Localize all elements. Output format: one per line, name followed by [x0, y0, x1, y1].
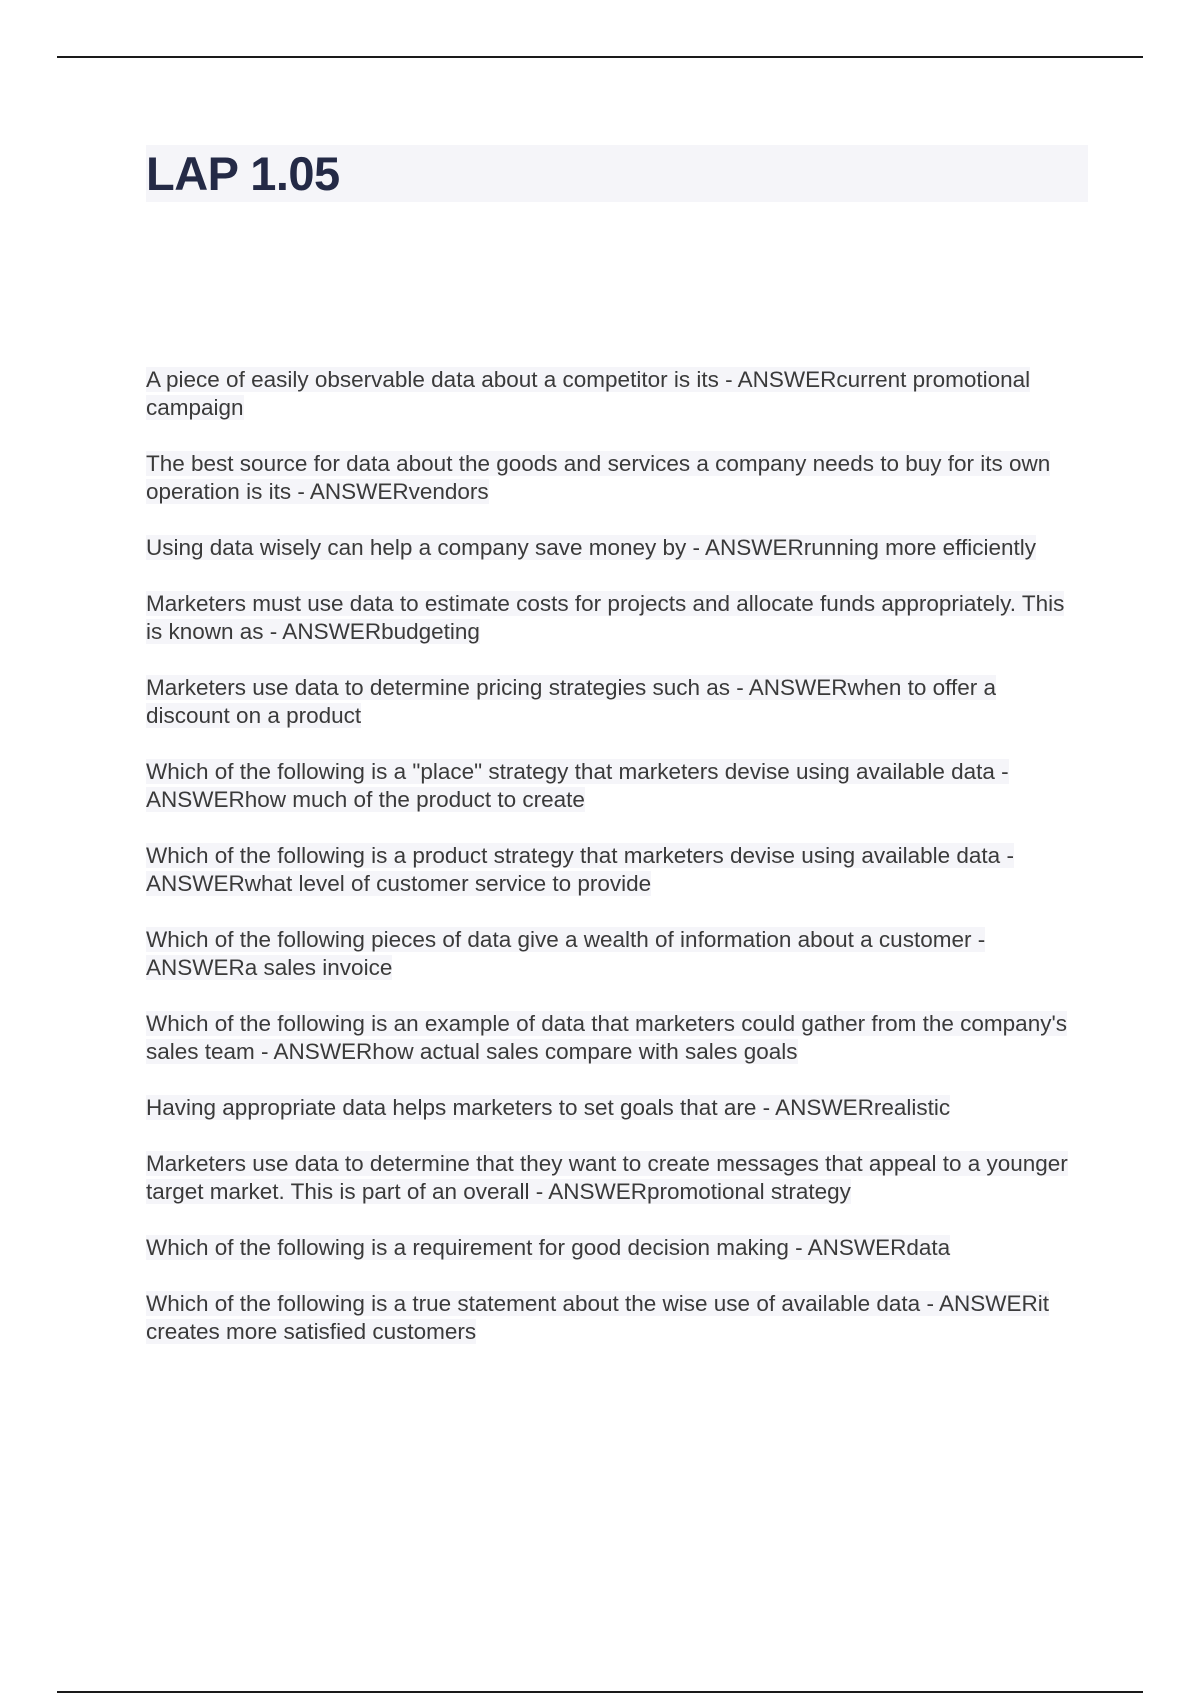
- qa-item: [146, 926, 1086, 982]
- qa-text: Which of the following is a product strategy that marketers devise using available data - ANSWERwhat level of customer service to provide: [146, 843, 1014, 896]
- qa-text: Using data wisely can help a company save money by - ANSWERrunning more efficiently: [146, 535, 1037, 560]
- qa-list: [146, 366, 1086, 1374]
- qa-text: Having appropriate data helps marketers to set goals that are - ANSWERrealistic: [146, 1095, 951, 1120]
- qa-item: [146, 1290, 1086, 1346]
- qa-text: Marketers use data to determine pricing strategies such as - ANSWERwhen to offer a discount on a product: [146, 675, 996, 728]
- qa-text: Which of the following is a "place" strategy that marketers devise using available data - ANSWERhow much of the product to create: [146, 759, 1009, 812]
- qa-item: [146, 842, 1086, 898]
- qa-text: Which of the following is a true statement about the wise use of available data - ANSWERit creates more satisfied customers: [146, 1291, 1049, 1344]
- qa-item: [146, 534, 1086, 562]
- qa-text: A piece of easily observable data about a competitor is its - ANSWERcurrent promotional campaign: [146, 367, 1031, 420]
- qa-item: [146, 450, 1086, 506]
- qa-text: Marketers must use data to estimate costs for projects and allocate funds appropriately. This is known as - ANSWERbudgeting: [146, 591, 1065, 644]
- qa-item: [146, 1010, 1086, 1066]
- qa-text: Which of the following pieces of data give a wealth of information about a customer - ANSWERa sales invoice: [146, 927, 986, 980]
- bottom-rule: [57, 1691, 1143, 1693]
- qa-item: [146, 1150, 1086, 1206]
- qa-text: The best source for data about the goods and services a company needs to buy for its own operation is its - ANSWERvendors: [146, 451, 1051, 504]
- qa-item: [146, 366, 1086, 422]
- qa-item: [146, 1094, 1086, 1122]
- qa-text: Marketers use data to determine that they want to create messages that appeal to a younger target market. This is part of an overall - ANSWERpromotional strategy: [146, 1151, 1068, 1204]
- top-rule: [57, 56, 1143, 58]
- qa-item: [146, 758, 1086, 814]
- qa-item: [146, 1234, 1086, 1262]
- qa-text: Which of the following is a requirement for good decision making - ANSWERdata: [146, 1235, 951, 1260]
- qa-text: Which of the following is an example of data that marketers could gather from the company's sales team - ANSWERhow actual sales compare with sales goals: [146, 1011, 1068, 1064]
- page-title: LAP 1.05: [146, 147, 340, 200]
- qa-item: [146, 590, 1086, 646]
- qa-item: [146, 674, 1086, 730]
